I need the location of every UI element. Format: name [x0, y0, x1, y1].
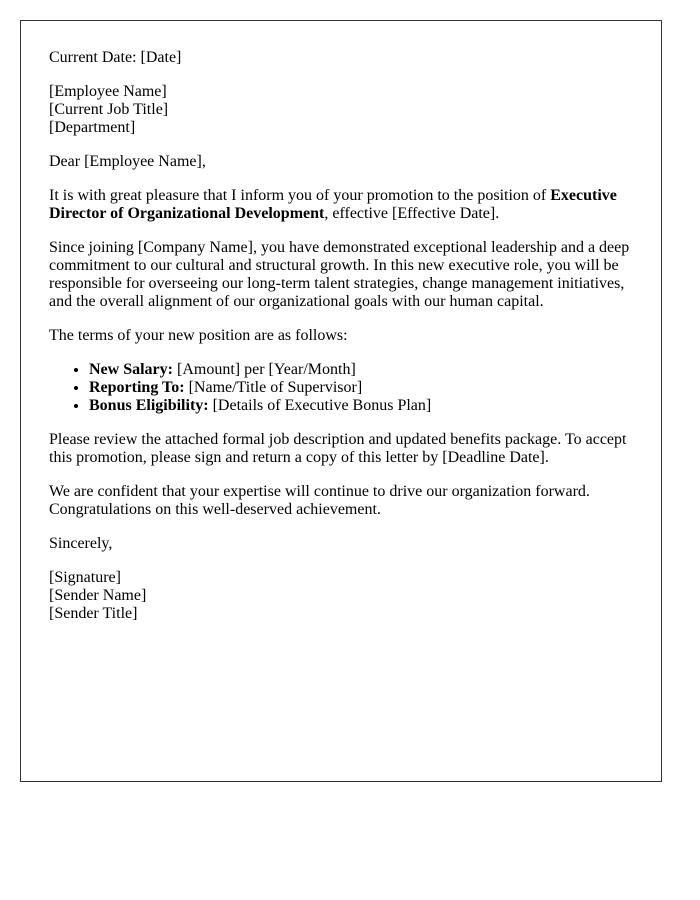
recipient-block [49, 83, 633, 137]
term-label: Bonus Eligibility: [89, 397, 209, 414]
sender-name: [Sender Name] [49, 587, 147, 604]
intro-text-after: , effective [Effective Date]. [324, 205, 500, 222]
terms-item-salary [89, 361, 633, 379]
term-value: [Name/Title of Supervisor] [184, 379, 363, 396]
intro-paragraph [49, 187, 633, 223]
term-label: Reporting To: [89, 379, 185, 396]
recipient-job-title: [Current Job Title] [49, 101, 169, 118]
sender-title: [Sender Title] [49, 605, 138, 622]
sender-signature: [Signature] [49, 569, 121, 586]
salutation: Dear [Employee Name], [49, 153, 206, 170]
sender-block [49, 569, 633, 623]
terms-intro: The terms of your new position are as follows: [49, 327, 348, 344]
closing: Sincerely, [49, 535, 113, 552]
term-label: New Salary: [89, 361, 173, 378]
recipient-name: [Employee Name] [49, 83, 167, 100]
review-paragraph: Please review the attached formal job description and updated benefits package. To accept this promotion, please sign and return a copy of this letter by [Deadline Date]. [49, 431, 627, 466]
closing-paragraph: We are confident that your expertise will continue to drive our organization forward. Congratulations on this well-deserved achievement. [49, 483, 590, 518]
promotion-letter [20, 20, 662, 782]
term-value: [Details of Executive Bonus Plan] [208, 397, 432, 414]
body-paragraph: Since joining [Company Name], you have demonstrated exceptional leadership and a deep commitment to our cultural and structural growth. In this new executive role, you will be responsible for overseeing our long-term talent strategies, change management initiatives, and the overall alignment of our organizational goals with our human capital. [49, 239, 630, 310]
recipient-department: [Department] [49, 119, 136, 136]
terms-item-bonus [89, 397, 633, 415]
terms-list [49, 361, 633, 415]
terms-item-reporting [89, 379, 633, 397]
new-position-title: Executive Director of Organizational Development [49, 187, 617, 222]
intro-text-before: It is with great pleasure that I inform you of your promotion to the position of [49, 187, 551, 204]
date-line: Current Date: [Date] [49, 49, 182, 66]
term-value: [Amount] per [Year/Month] [172, 361, 356, 378]
